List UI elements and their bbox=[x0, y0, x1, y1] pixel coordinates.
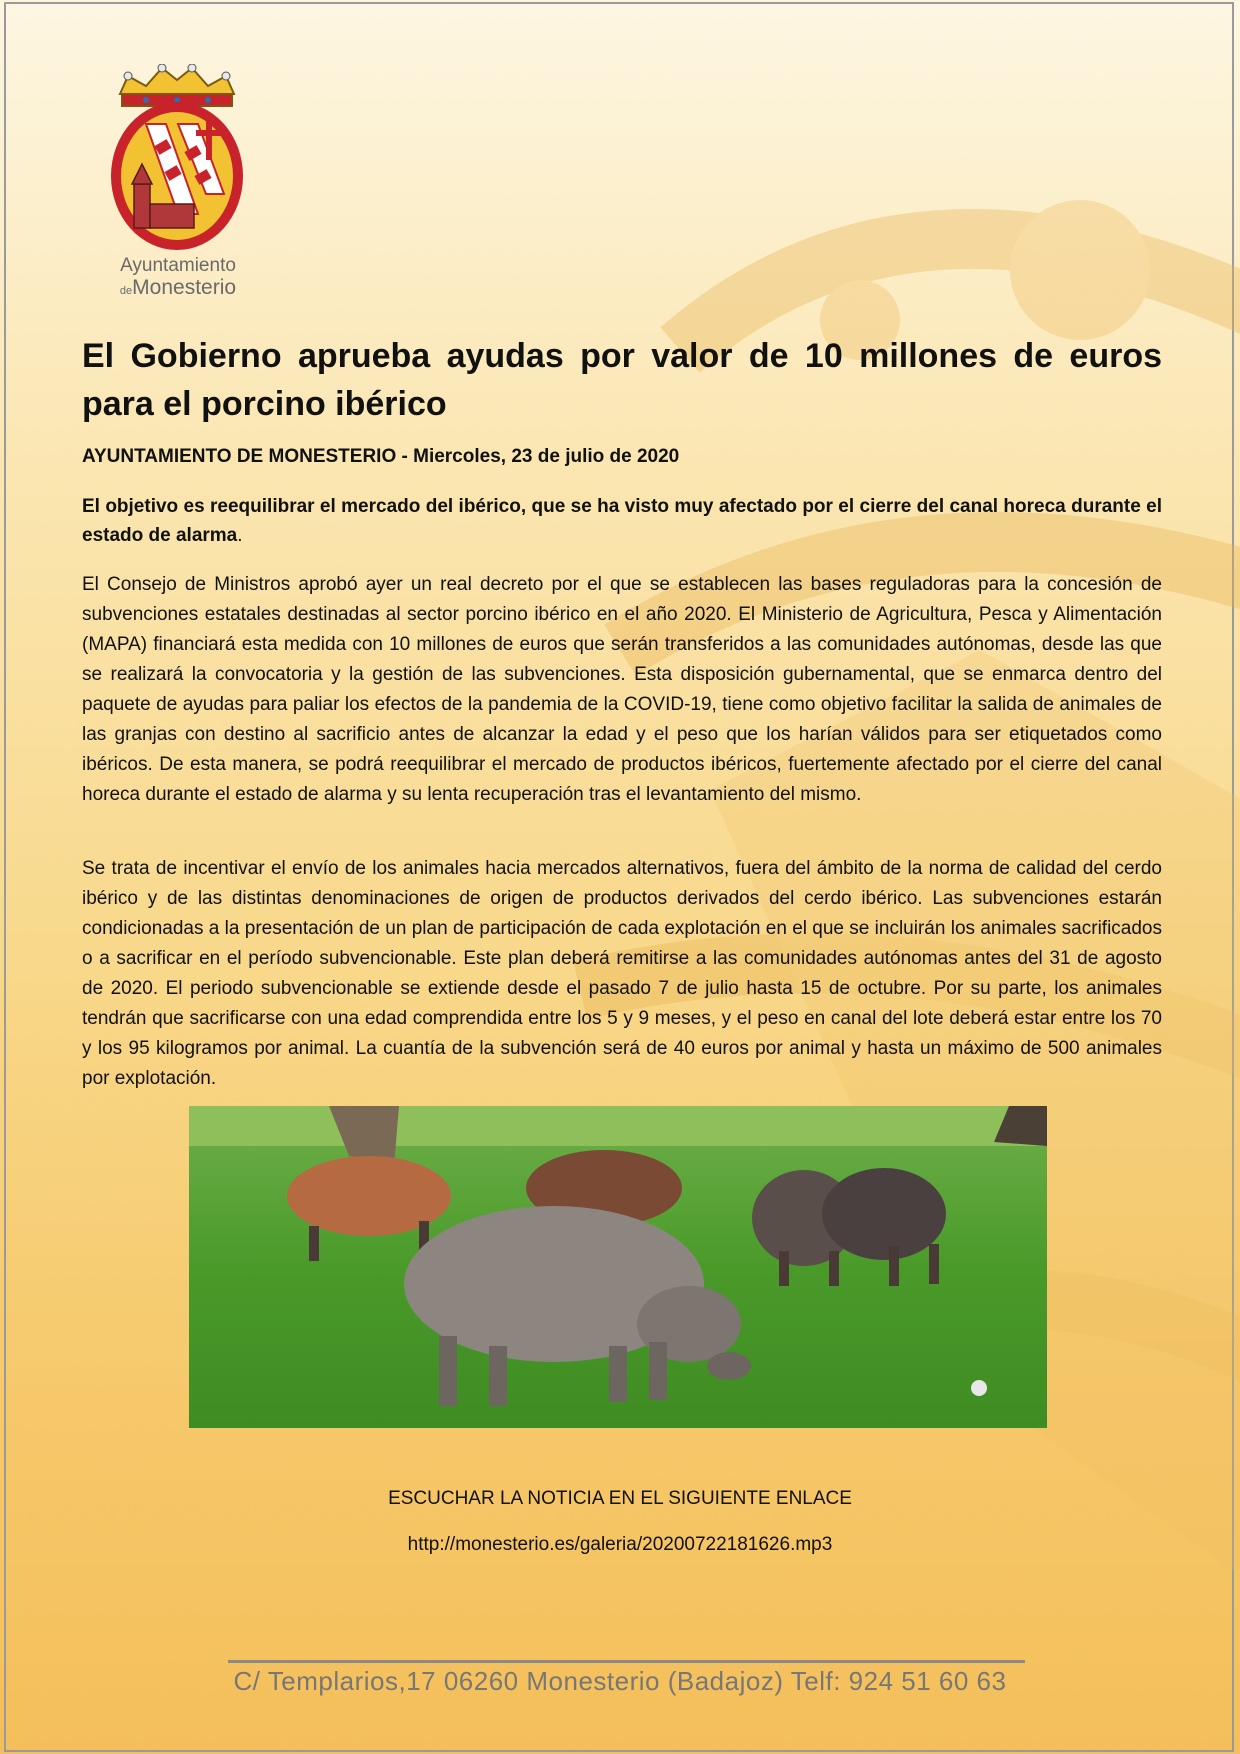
article-lead-tail: . bbox=[237, 525, 243, 546]
iberian-pigs-photo bbox=[189, 1106, 1047, 1428]
article-paragraph-2: Se trata de incentivar el envío de los animales hacia mercados alternativos, fuera del ámbito de la norma de calidad del cerdo ibérico y de las distintas denominaciones de origen de productos derivados del cerdo ibérico. Las subvenciones estarán condicionadas a la presentación de un plan de participación de cada explotación en el que se incluirán los animales sacrificados o a sacrificar en el período subvencionable. Este plan deberá remitirse a las comunidades autónomas antes del 31 de agosto de 2020. El periodo subvencionable se extiende desde el pasado 7 de julio hasta 15 de octubre. Por su parte, los animales tendrán que sacrificarse con una edad comprendida entre los 5 y 9 meses, y el peso en canal del lote deberá estar entre los 70 y los 95 kilogramos por animal. La cuantía de la subvención será de 40 euros por animal y hasta un máximo de 500 animales por explotación. bbox=[82, 858, 1162, 1089]
listen-label: ESCUCHAR LA NOTICIA EN EL SIGUIENTE ENLACE bbox=[388, 1488, 852, 1509]
footer-address: C/ Templarios,17 06260 Monesterio (Badajoz) Telf: 924 51 60 63 bbox=[233, 1666, 1007, 1696]
brand-line-2-prefix: de bbox=[119, 285, 133, 297]
brand-name bbox=[88, 256, 268, 298]
article-lead bbox=[82, 492, 1162, 550]
brand-line-1: Ayuntamiento bbox=[120, 255, 236, 276]
crown-icon bbox=[120, 64, 234, 106]
article-lead-bold: El objetivo es reequilibrar el mercado del ibérico, que se ha visto muy afectado por el cierre del canal horeca durante el estado de alarma bbox=[82, 496, 1162, 546]
footer-divider bbox=[228, 1660, 1025, 1663]
brand-line-2 bbox=[88, 277, 268, 298]
article-byline: AYUNTAMIENTO DE MONESTERIO - Miercoles, 23 de julio de 2020 bbox=[82, 446, 680, 467]
article-paragraph-1: El Consejo de Ministros aprobó ayer un real decreto por el que se establecen las bases reguladoras para la concesión de subvenciones estatales destinadas al sector porcino ibérico en el año 2020. El Ministerio de Agricultura, Pesca y Alimentación (MAPA) financiará esta medida con 10 millones de euros que serán transferidos a las comunidades autónomas, desde las que se realizará la convocatoria y la gestión de las subvenciones. Esta disposición gubernamental, que se enmarca dentro del paquete de ayudas para paliar los efectos de la pandemia de la COVID-19, tiene como objetivo facilitar la salida de animales de las granjas con destino al sacrificio antes de alcanzar la edad y el peso que los harían válidos para ser etiquetados como ibéricos. De esta manera, se podrá reequilibrar el mercado de productos ibéricos, fuertemente afectado por el cierre del canal horeca durante el estado de alarma y su lenta recuperación tras el levantamiento del mismo. bbox=[82, 574, 1162, 805]
brand-line-2-name: Monesterio bbox=[132, 276, 237, 299]
article-title: El Gobierno aprueba ayudas por valor de 10 millones de euros para el porcino ibérico bbox=[82, 337, 1162, 423]
audio-link[interactable]: http://monesterio.es/galeria/20200722181626.mp3 bbox=[407, 1534, 833, 1555]
